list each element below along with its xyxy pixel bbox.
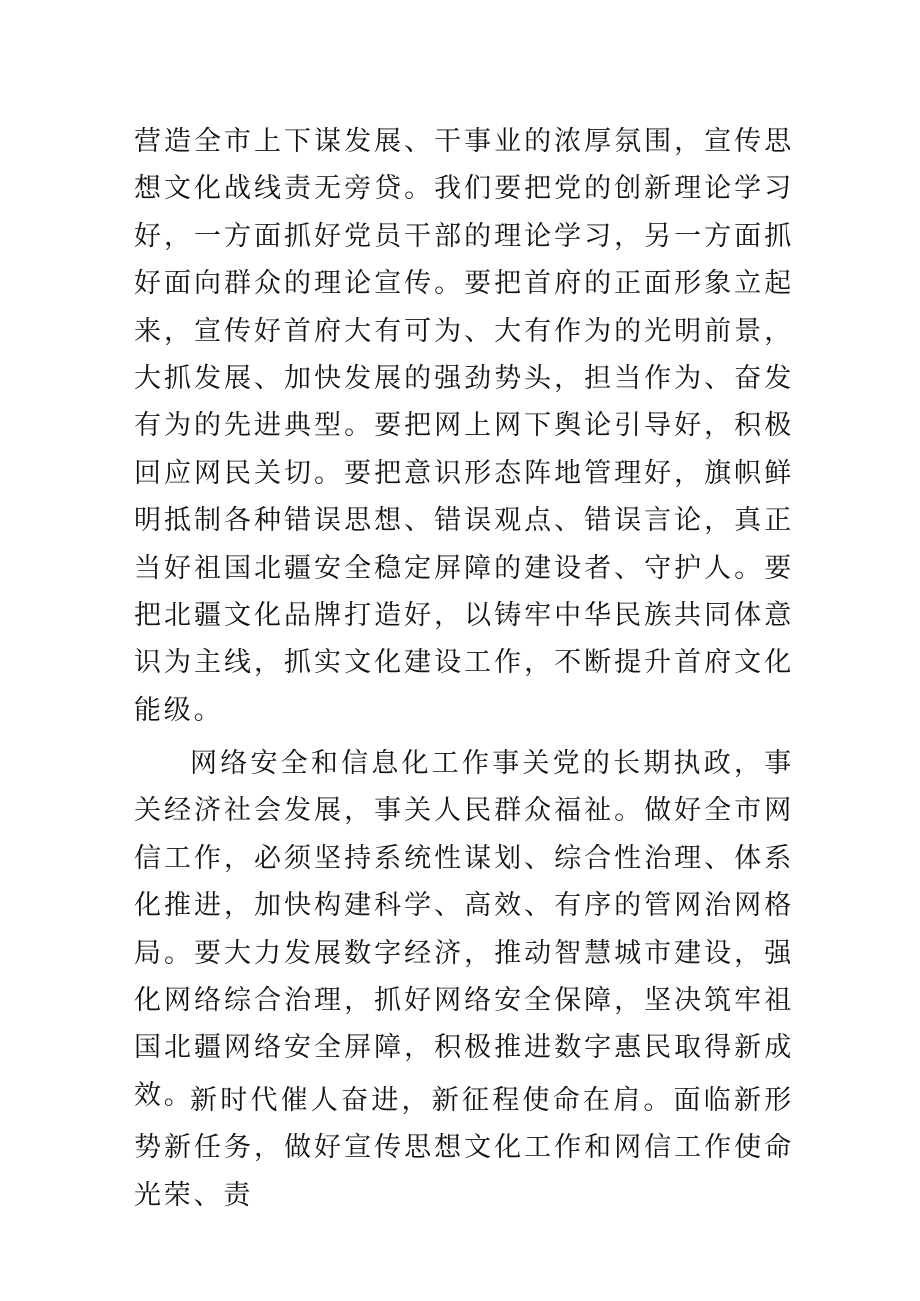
paragraph-culture-work: 营造全市上下谋发展、干事业的浓厚氛围，宣传思想文化战线责无旁贷。我们要把党的创新理论学习好，一方面抓好党员干部的理论学习，另一方面抓好面向群众的理论宣传。要把首府的正面形象立起来，宣传好首府大有可为、大有作为的光明前景，大抓发展、加快发展的强劲势头，担当作为、奋发有为的先进典型。要把网上网下舆论引导好，积极回应网民关切。要把意识形态阵地管理好，旗帜鲜明抵制各种错误思想、错误观点、错误言论，真正当好祖国北疆安全稳定屏障的建设者、守护人。要把北疆文化品牌打造好，以铸牢中华民族共同体意识为主线，抓实文化建设工作，不断提升首府文化能级。 [134,126,794,726]
paragraph-new-era: 新时代催人奋进，新征程使命在肩。面临新形势新任务，做好宣传思想文化工作和网信工作使命光荣、责 [134,1085,794,1211]
paragraph-cyber-security: 网络安全和信息化工作事关党的长期执政，事关经济社会发展，事关人民群众福祉。做好全市网信工作，必须坚持系统性谋划、综合性治理、体系化推进，加快构建科学、高效、有序的管网治网格局。要大力发展数字经济，推动智慧城市建设，强化网络综合治理，抓好网络安全保障，坚决筑牢祖国北疆网络安全屏障，积极推进数字惠民取得新成效。 [134,748,794,1111]
